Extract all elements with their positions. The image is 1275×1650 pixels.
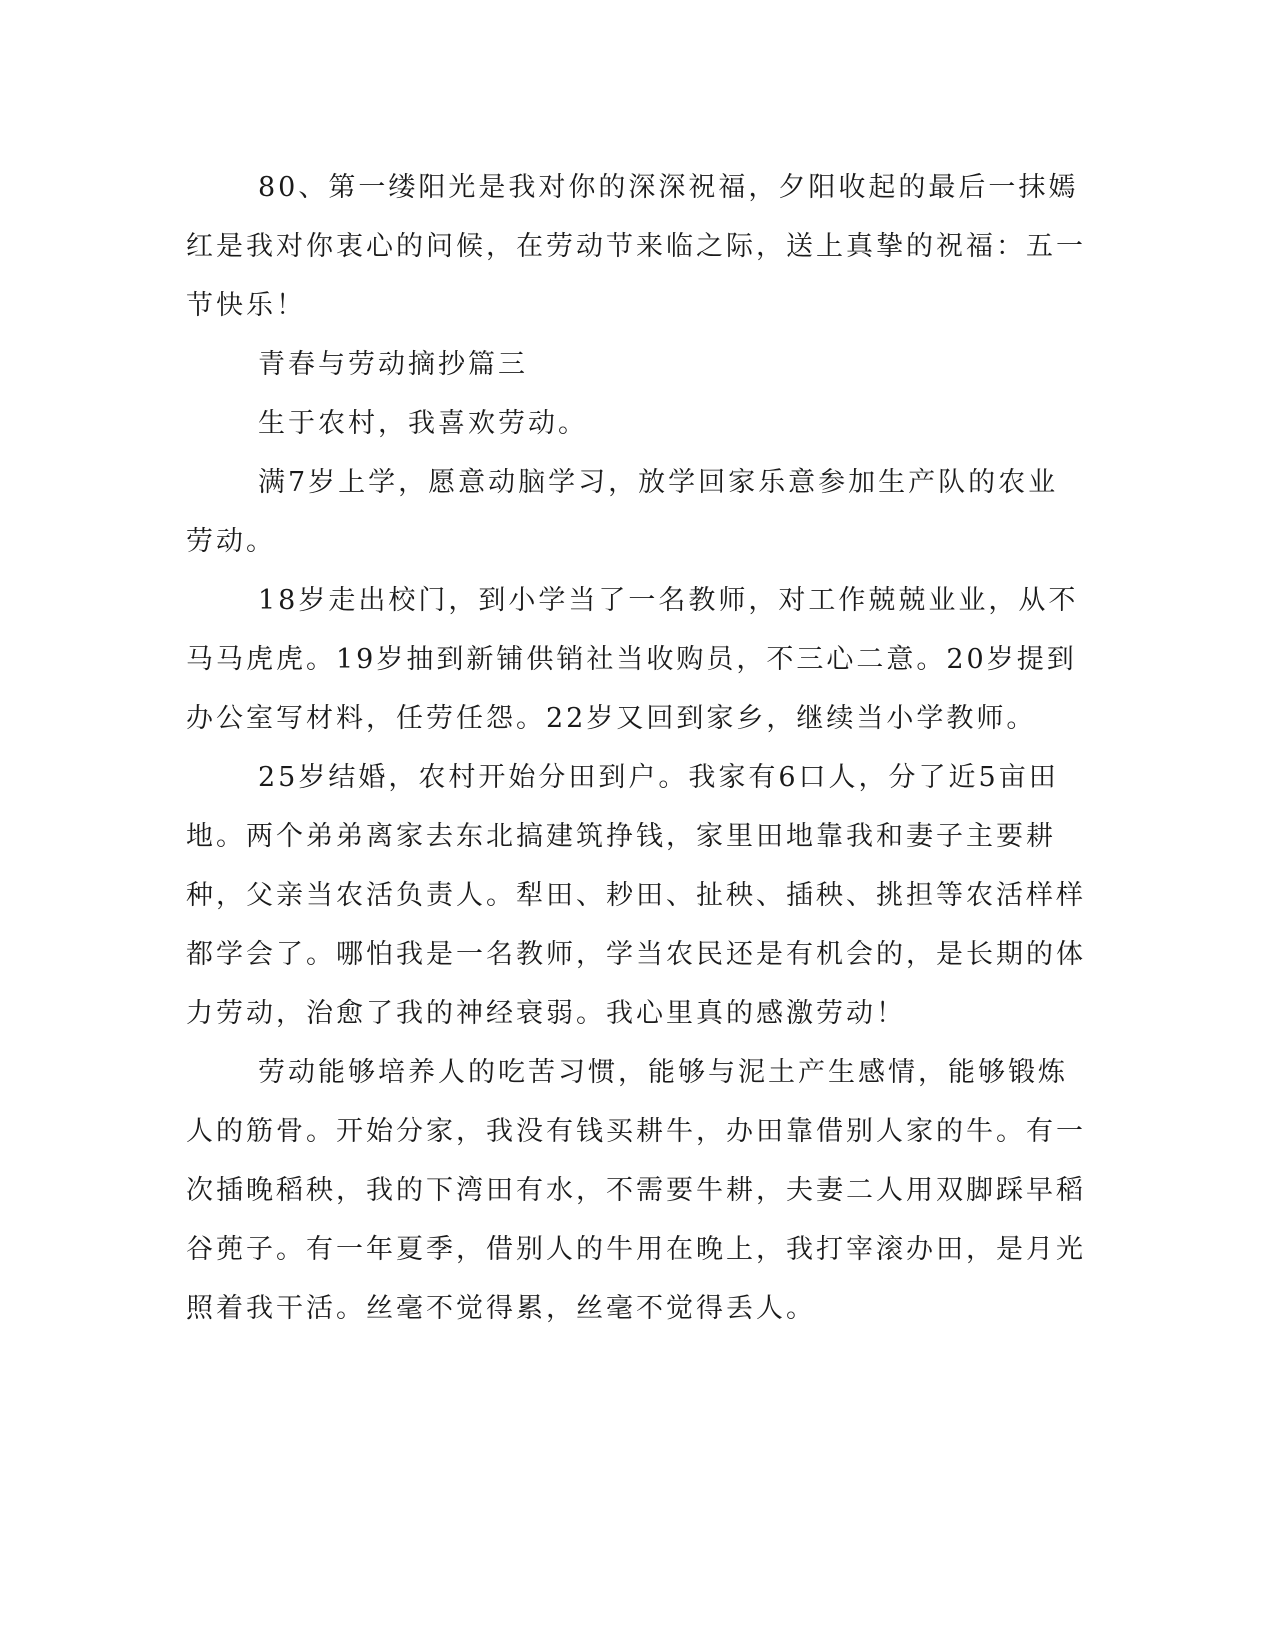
paragraph-school: 满7岁上学，愿意动脑学习，放学回家乐意参加生产队的农业劳动。: [186, 467, 1059, 557]
paragraph-farming: 25岁结婚，农村开始分田到户。我家有6口人，分了近5亩田地。两个弟弟离家去东北搞建筑挣钱，家里田地靠我和妻子主要耕种，父亲当农活负责人。犁田、耖田、扯秧、插秧、挑担等农活样样都学会了。哪怕我是一名教师，学当农民还是有机会的，是长期的体力劳动，治愈了我的神经衰弱。我心里真的感激劳动！: [186, 762, 1086, 1029]
paragraph-labor-benefits: 劳动能够培养人的吃苦习惯，能够与泥土产生感情，能够锻炼人的筋骨。开始分家，我没有钱买耕牛，办田靠借别人家的牛。有一次插晚稻秧，我的下湾田有水，不需要牛耕，夫妻二人用双脚踩早稻谷蔸子。有一年夏季，借别人的牛用在晚上，我打宰滚办田，是月光照着我干活。丝毫不觉得累，丝毫不觉得丢人。: [186, 1057, 1086, 1324]
section-heading: 青春与劳动摘抄篇三: [258, 349, 528, 380]
paragraph-greeting: 80、第一缕阳光是我对你的深深祝福，夕阳收起的最后一抹嫣红是我对你衷心的问候，在劳动节来临之际，送上真挚的祝福：五一节快乐！: [186, 172, 1086, 321]
paragraph-career: 18岁走出校门，到小学当了一名教师，对工作兢兢业业，从不马马虎虎。19岁抽到新铺供销社当收购员，不三心二意。20岁提到办公室写材料，任劳任怨。22岁又回到家乡，继续当小学教师。: [186, 585, 1079, 734]
paragraph-intro: 生于农村，我喜欢劳动。: [258, 408, 588, 439]
document-body: [186, 158, 1086, 1338]
